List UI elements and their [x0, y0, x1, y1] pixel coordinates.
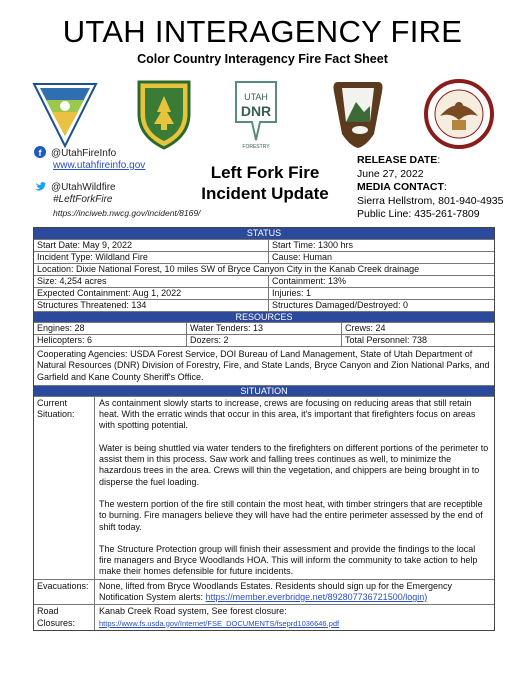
release-date-label: RELEASE DATE [357, 154, 438, 166]
table-row [34, 299, 494, 311]
current-situation-text [95, 397, 494, 579]
road-closures-description: Kanab Creek Road system, See forest closure: [99, 606, 287, 617]
situation-paragraph: The Structure Protection group will finish their assessment and provide the findings to the local fire managers and Bryce Woodlands HOA. This will inform the community to take action to help make their homes defensible for future incidents. [99, 543, 478, 577]
size: Size: 4,254 acres [37, 276, 107, 286]
table-row [34, 334, 494, 346]
inciweb-url[interactable]: https://inciweb.nwcg.gov/incident/8169/ [53, 208, 201, 218]
release-info: RELEASE DATE: June 27, 2022 MEDIA CONTACT: Sierra Hellstrom, 801-940-4935 Public Line: 435-261-7809 [357, 154, 504, 221]
twitter-handle-row[interactable] [34, 180, 116, 193]
svg-text:UTAH: UTAH [244, 92, 268, 102]
forest-service-logo [135, 78, 193, 150]
engines: Engines: 28 [37, 323, 85, 333]
fact-sheet-table [33, 227, 495, 631]
forest-closure-link[interactable]: https://www.fs.usda.gov/Internet/FSE_DOCUMENTS/fseprd1036646.pdf [99, 618, 340, 628]
blm-logo [32, 78, 98, 150]
containment: Containment: 13% [268, 276, 494, 287]
utah-dnr-logo [230, 78, 282, 150]
facebook-handle: @UtahFireInfo [51, 148, 117, 159]
table-row [34, 275, 494, 287]
evacuations-description: None, lifted from Bryce Woodlands Estates. Residents should sign up for the Emergency Notification System alerts: [99, 580, 453, 603]
table-row [34, 322, 494, 334]
table-row [34, 604, 494, 630]
media-contact: Sierra Hellstrom, 801-940-4935 [357, 194, 504, 207]
location: Location: Dixie National Forest, 10 miles SW of Bryce Canyon City in the Kanab Creek drainage [37, 264, 420, 274]
resources-header: RESOURCES [34, 311, 494, 322]
svg-text:DNR: DNR [240, 103, 272, 119]
situation-paragraph: The western portion of the fire still contain the most heat, with timber stringers that are receptible to burning. Fire managers believe they will have had the entire perimeter assessed by the end of shift today. [99, 498, 483, 532]
road-closures-label: Road Closures: [34, 605, 95, 630]
page-subtitle: Color Country Interagency Fire Fact Sheet [137, 52, 388, 66]
table-row [34, 396, 494, 579]
table-row [34, 263, 494, 275]
hashtag: #LeftForkFire [53, 194, 113, 205]
page-title: UTAH INTERAGENCY FIRE [62, 14, 463, 49]
helicopters: Helicopters: 6 [37, 335, 93, 345]
svg-text:FORESTRY: FORESTRY [242, 144, 270, 150]
water-tenders: Water Tenders: 13 [186, 323, 341, 334]
table-row [34, 579, 494, 605]
website-link[interactable]: www.utahfireinfo.gov [53, 160, 146, 171]
everbridge-link[interactable]: https://member.everbridge.net/892807736721500/login) [205, 592, 428, 603]
total-personnel: Total Personnel: 738 [341, 335, 494, 346]
facebook-handle-row[interactable] [34, 146, 116, 159]
twitter-handle: @UtahWildfire [51, 182, 116, 193]
incident-title [190, 162, 340, 204]
expected-containment: Expected Containment: Aug 1, 2022 [37, 288, 182, 298]
incident-title-line1: Left Fork Fire [210, 163, 320, 182]
media-contact-label: MEDIA CONTACT [357, 181, 444, 194]
table-row [34, 251, 494, 263]
road-closures-text [95, 605, 494, 630]
cooperating-agencies: Cooperating Agencies: USDA Forest Service, DOI Bureau of Land Management, State of Utah Department of Natural Resources (DNR) Division of Forestry, Fire, and State Lands, Bryce Canyon and Zion National Parks, and Garfield and Kane County Sheriff's Office. [34, 346, 494, 385]
crews: Crews: 24 [341, 323, 494, 334]
situation-paragraph: Water is being shuttled via water tenders to the firefighters on different portions of the perimeter to assist them in this process. Saw work and falling trees continues as well, to minimize the hazardous trees in the area. Crews will thin the vegetation, and chippers are being brought in to disperse the fuel loading. [99, 442, 489, 487]
evacuations-label: Evacuations: [34, 580, 95, 605]
table-row [34, 287, 494, 299]
current-situation-label: Current Situation: [34, 397, 95, 579]
status-header: STATUS [34, 228, 494, 239]
situation-header: SITUATION [34, 385, 494, 396]
dozers: Dozers: 2 [186, 335, 341, 346]
injuries: Injuries: 1 [268, 288, 494, 299]
table-row [34, 239, 494, 251]
start-date: Start Date: May 9, 2022 [37, 240, 133, 250]
incident-title-line2: Incident Update [201, 184, 329, 203]
svg-text:f: f [38, 148, 42, 158]
release-date: June 27, 2022 [357, 167, 424, 180]
cause: Cause: Human [268, 252, 494, 263]
public-line: Public Line: 435-261-7809 [357, 208, 480, 221]
structures-damaged: Structures Damaged/Destroyed: 0 [268, 300, 494, 311]
bia-logo [424, 78, 494, 150]
incident-type: Incident Type: Wildland Fire [37, 252, 148, 262]
facebook-icon [34, 146, 46, 158]
nps-logo [330, 78, 386, 150]
evacuations-text [95, 580, 494, 605]
start-time: Start Time: 1300 hrs [268, 240, 494, 251]
situation-paragraph: As containment slowly starts to increase, crews are focusing on reducing areas that still retain heat. With the erratic winds that occur in this area, it's important that firefighters focus on areas with spotting potential. [99, 397, 476, 431]
structures-threatened: Structures Threatened: 134 [37, 300, 147, 310]
twitter-icon [34, 180, 46, 192]
